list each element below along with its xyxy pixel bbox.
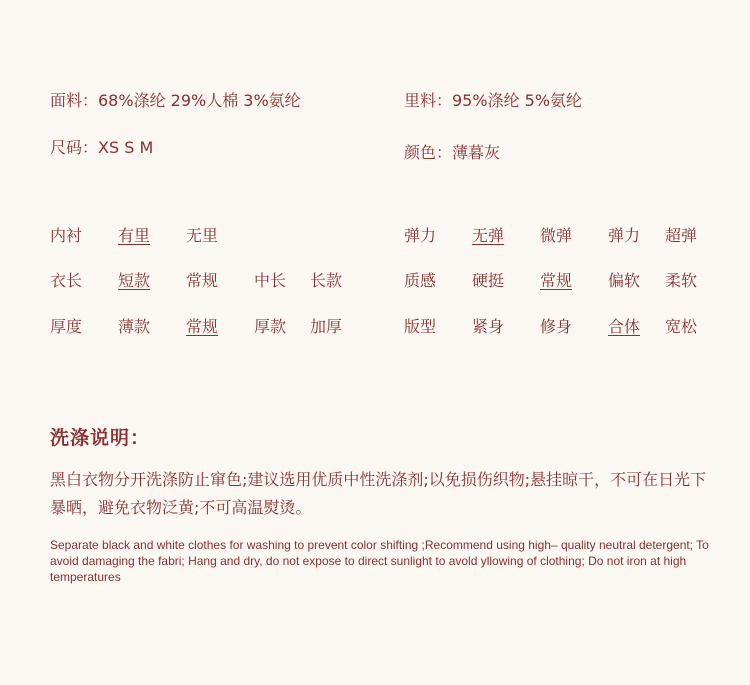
attr-option: 弹力 — [608, 226, 641, 245]
attr-option: 微弹 — [540, 226, 573, 245]
washing-title: 洗涤说明： — [50, 427, 151, 449]
attr-option: 加厚 — [310, 317, 343, 336]
attr-option: 紧身 — [472, 317, 505, 336]
attr-option-selected: 常规 — [186, 317, 219, 336]
attr-option-selected: 有里 — [118, 226, 151, 245]
attr-option: 偏软 — [608, 271, 641, 290]
attr-option: 修身 — [540, 317, 573, 336]
attr-option: 柔软 — [665, 271, 698, 290]
attr-option: 硬挺 — [472, 271, 505, 290]
color-info: 颜色：薄暮灰 — [404, 143, 501, 162]
lining-fabric: 里料：95%涤纶 5%氨纶 — [404, 91, 583, 110]
shell-fabric: 面料：68%涤纶 29%人棉 3%氨纶 — [50, 91, 301, 110]
attr-label: 厚度 — [50, 317, 83, 336]
attr-option: 常规 — [186, 271, 219, 290]
attr-option-selected: 短款 — [118, 271, 151, 290]
attr-label: 内衬 — [50, 226, 83, 245]
attr-label: 质感 — [404, 271, 437, 290]
attr-option: 无里 — [186, 226, 219, 245]
size-info: 尺码：XS S M — [50, 138, 154, 157]
attr-label: 衣长 — [50, 271, 83, 290]
washing-text-zh: 黑白衣物分开洗涤防止窜色;建议选用优质中性洗涤剂;以免损伤织物;悬挂晾干，不可在日光下暴晒，避免衣物泛黄;不可高温熨烫。 — [50, 470, 707, 517]
attr-option-selected: 无弹 — [472, 226, 505, 245]
attr-option: 中长 — [254, 271, 287, 290]
attr-label: 版型 — [404, 317, 437, 336]
attr-option: 薄款 — [118, 317, 151, 336]
attr-option: 宽松 — [665, 317, 698, 336]
attr-option-selected: 常规 — [540, 271, 573, 290]
washing-text-en: Separate black and white clothes for washing to prevent color shifting ;Recommend using high– quality neutral detergent; To avoid damaging the fabri; Hang and dry, do not expose to direct sunlight to avold yllowing of clothing; Do not iron at high temperatures — [50, 538, 709, 584]
attr-option: 长款 — [310, 271, 343, 290]
attr-option-selected: 合体 — [608, 317, 641, 336]
attr-option: 厚款 — [254, 317, 287, 336]
attr-option: 超弹 — [665, 226, 698, 245]
attr-label: 弹力 — [404, 226, 437, 245]
